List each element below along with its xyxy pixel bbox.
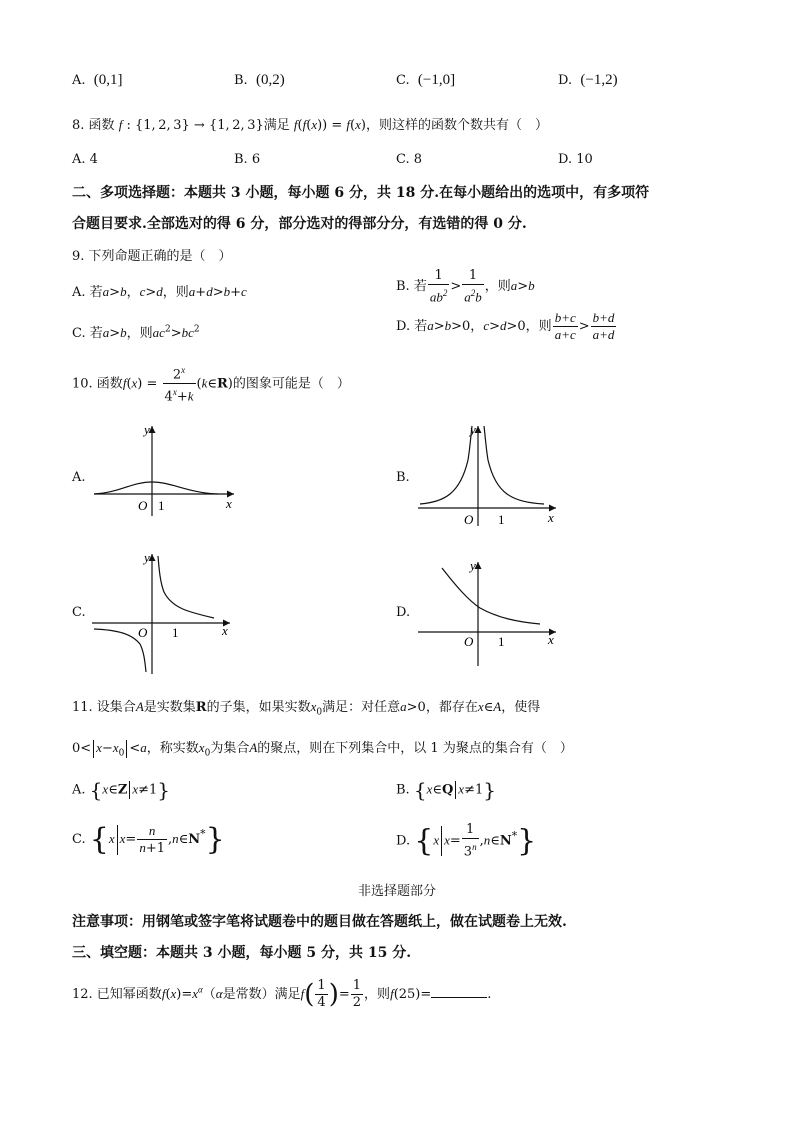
svg-text:y: y (144, 422, 150, 437)
q12-stem: 12. 已知幂函数$f(x)=x^\alpha(\alpha$是常数）满足f( $\frac{1}{4}$ )= $\frac{1}{2}$ ，则f(25)= . (72, 978, 492, 1010)
q9-stem: 9. 下列命题正确的是（ ） (72, 249, 232, 264)
q9-option-c: C. 若a>b，则$ac^2>bc^2$ (72, 324, 200, 341)
svg-text:y: y (144, 550, 150, 565)
svg-text:x: x (226, 496, 232, 511)
svg-text:x: x (222, 623, 228, 638)
q11-option-b: B. {x∈Q x≠1} (396, 778, 496, 802)
svg-text:1: 1 (498, 634, 505, 649)
q10-stem: 10. 函数f(x) = $\frac{2^x}{4^x+k}$ (k∈R)的图象可能是（ ） (72, 362, 350, 406)
section2-heading-line1: 二、多项选择题：本题共 3 小题，每小题 6 分，共 18 分.在每小题给出的选项中，有多项符 (72, 185, 650, 201)
q7-option-b: B. (0,2) (234, 72, 285, 88)
q8-option-d: D. 10 (558, 152, 593, 167)
q12-answer-blank (431, 985, 487, 998)
q7-option-c-value: (−1,0] (417, 72, 456, 88)
q7-option-d: D. (−1,2) (558, 72, 618, 88)
svg-text:1: 1 (172, 625, 179, 640)
q10-label-c: C. (72, 605, 86, 620)
q11-stem-line2: $0< x-x_0 <a$，称实数$x_0$为集合A的聚点，则在下列集合中，以 1 为聚点的集合有（ ） (72, 740, 573, 759)
section3-heading: 三、填空题：本题共 3 小题，每小题 5 分，共 15 分. (72, 945, 412, 961)
svg-text:y: y (470, 422, 476, 437)
q7-option-c: C. (−1,0] (396, 72, 456, 88)
svg-text:O: O (138, 625, 148, 640)
q10-label-b: B. (396, 470, 410, 485)
q9-option-d: D. 若a>b>0，c>d>0，则 $\frac{b+c}{a+c}$ > $\frac{b+d}{a+d}$ (396, 310, 615, 342)
notice: 注意事项：用钢笔或签字笔将试题卷中的题目做在答题纸上，做在试题卷上无效. (72, 914, 567, 930)
q11-stem-line1: 11. 设集合A是实数集R的子集，如果实数$x_0$满足：对任意a>0，都存在x∈A，使得 (72, 699, 541, 718)
svg-text:O: O (464, 634, 474, 649)
q11-option-a: A. {x∈Z x≠1} (72, 778, 170, 802)
q9-option-b: B. 若 $\frac{1}{ab^2}$ > $\frac{1}{a^2b}$ ，则a>b (396, 268, 535, 305)
q10-graph-c (88, 548, 248, 678)
q10-graph-d (414, 556, 574, 670)
q8-option-b: B. 6 (234, 152, 261, 167)
svg-text:1: 1 (158, 498, 165, 513)
q8-option-c: C. 8 (396, 152, 423, 167)
q8-option-a: A. 4 (72, 152, 98, 167)
q10-graph-a (88, 420, 248, 520)
q9-option-a: A. 若a>b，c>d，则a+d>b+c (72, 284, 247, 300)
q8-stem: 8. 函数 f : {1, 2, 3} → {1, 2, 3}满足 f(f(x)) = f(x)，则这样的函数个数共有（ ） (72, 117, 548, 133)
q10-graph-b (414, 420, 574, 530)
q7-option-a: A. (0,1] (72, 72, 123, 88)
nonchoice-title: 非选择题部分 (357, 884, 436, 899)
svg-text:x: x (548, 510, 554, 525)
q11-option-c: C. {x x= $\frac{n}{n+1}$ ,n∈N*} (72, 822, 225, 857)
q10-label-a: A. (72, 470, 86, 485)
section2-heading-line2: 合题目要求.全部选对的得 6 分，部分选对的得部分分，有选错的得 0 分. (72, 216, 527, 232)
q7-option-b-value: (0,2) (255, 72, 285, 88)
q7-option-d-value: (−1,2) (580, 72, 618, 88)
q10-label-d: D. (396, 605, 411, 620)
q7-option-a-value: (0,1] (93, 72, 123, 88)
svg-text:x: x (548, 632, 554, 647)
svg-text:1: 1 (498, 512, 505, 527)
svg-text:O: O (138, 498, 148, 513)
svg-text:O: O (464, 512, 474, 527)
svg-text:y: y (470, 558, 476, 573)
q11-option-d: D. {x x= $\frac{1}{3^n}$ ,n∈N*} (396, 822, 537, 860)
